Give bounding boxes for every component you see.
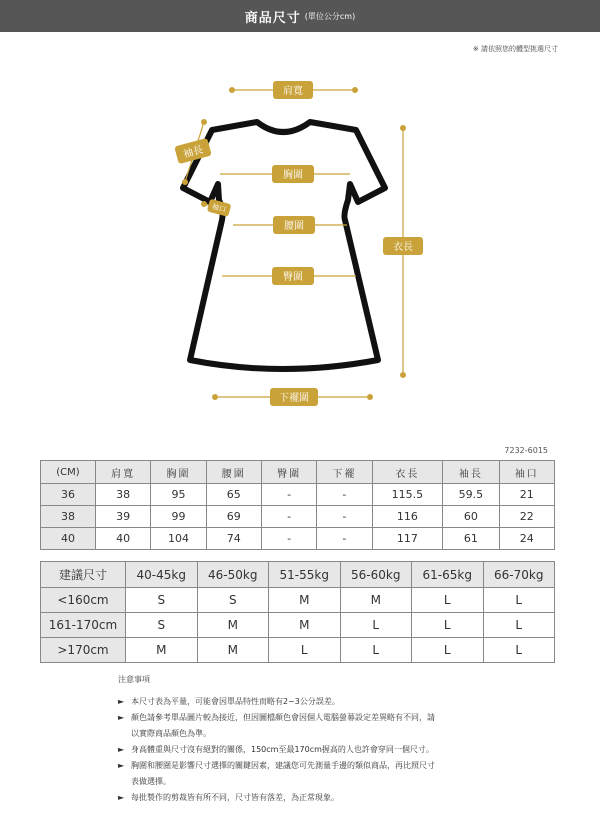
table-cell: 61: [443, 528, 499, 550]
page-title: 商品尺寸: [244, 10, 301, 26]
hem-text: 下襬圍: [279, 393, 309, 404]
arrow-icon: ►: [118, 713, 125, 722]
hip-text: 臀圍: [283, 272, 303, 283]
size-table-header-row: [41, 461, 555, 484]
dress-measurement-diagram: [0, 60, 600, 420]
table-cell: 40: [96, 528, 151, 550]
arrow-icon: ►: [118, 745, 125, 754]
table-cell: 117: [372, 528, 443, 550]
table-cell: 38: [96, 484, 151, 506]
table-cell: 95: [151, 484, 206, 506]
note-text: 本尺寸表為平量，可能會因單品特性而略有2~3公分誤差。: [131, 697, 340, 706]
table-cell: 24: [499, 528, 554, 550]
size-col-length: 衣長: [372, 461, 443, 484]
table-cell: <160cm: [41, 588, 126, 613]
recommend-col-w3: 51-55kg: [269, 562, 341, 588]
size-selection-note: ※ 請依照您的體型挑選尺寸: [472, 45, 558, 53]
shoulder-text: 肩寬: [283, 86, 303, 97]
size-col-sleeve: 袖長: [443, 461, 499, 484]
table-cell: 36: [41, 484, 96, 506]
list-item: [118, 694, 435, 710]
list-item: [118, 742, 435, 758]
table-cell: S: [126, 588, 198, 613]
table-cell: -: [261, 528, 316, 550]
arrow-icon: ►: [118, 793, 125, 802]
dress-outline: [183, 122, 385, 369]
notes-section: [118, 672, 435, 806]
table-cell: 21: [499, 484, 554, 506]
cuff-text: 袖口: [211, 202, 227, 214]
sleeve-length-text: 袖長: [182, 144, 205, 161]
size-col-chest: 胸圍: [151, 461, 206, 484]
recommend-col-w4: 56-60kg: [340, 562, 412, 588]
table-cell: -: [317, 484, 372, 506]
page-header: [0, 0, 600, 32]
note-text: 身高體重與尺寸沒有絕對的關係，150cm至最170cm握高的人也許會穿同一個尺寸。: [131, 745, 434, 754]
table-cell: L: [340, 638, 412, 663]
size-col-unit: (CM): [41, 461, 96, 484]
table-row: [41, 528, 555, 550]
note-text: 胸圍和腰圍是影響尺寸選擇的關鍵因素，建議您可先測量手邊的類似商品，再比照尺寸: [131, 761, 435, 770]
table-cell: -: [317, 506, 372, 528]
table-cell: 38: [41, 506, 96, 528]
recommend-col-w1: 40-45kg: [126, 562, 198, 588]
note-text: 顏色請參考單品圖片較為接近，但因圖檔顏色會因個人電腦螢幕設定差異略有不同，請: [131, 713, 435, 722]
table-cell: M: [197, 613, 269, 638]
table-cell: 40: [41, 528, 96, 550]
size-col-hem: 下襬: [317, 461, 372, 484]
arrow-icon: ►: [118, 761, 125, 770]
table-cell: -: [261, 506, 316, 528]
table-cell: 74: [206, 528, 261, 550]
table-cell: 161-170cm: [41, 613, 126, 638]
size-col-waist: 腰圍: [206, 461, 261, 484]
table-row: [41, 613, 555, 638]
table-cell: 39: [96, 506, 151, 528]
table-cell: M: [197, 638, 269, 663]
table-cell: -: [261, 484, 316, 506]
table-cell: M: [126, 638, 198, 663]
list-item: [118, 710, 435, 726]
unit-label: (單位公分cm): [304, 11, 356, 21]
recommend-col-w2: 46-50kg: [197, 562, 269, 588]
chest-text: 胸圍: [283, 170, 303, 181]
note-text: 每批製作的剪裁皆有所不同，尺寸皆有落差，為正常現象。: [131, 793, 339, 802]
length-text: 衣長: [393, 242, 413, 253]
recommend-col-w6: 66-70kg: [483, 562, 555, 588]
table-cell: >170cm: [41, 638, 126, 663]
table-cell: S: [197, 588, 269, 613]
table-cell: 59.5: [443, 484, 499, 506]
table-cell: L: [483, 638, 555, 663]
table-cell: L: [340, 613, 412, 638]
table-cell: L: [269, 638, 341, 663]
recommend-col-size: 建議尺寸: [41, 562, 126, 588]
table-row: [41, 588, 555, 613]
size-col-hip: 臀圍: [261, 461, 316, 484]
table-cell: L: [412, 588, 484, 613]
table-cell: 65: [206, 484, 261, 506]
note-continuation: 表做選擇。: [131, 777, 171, 786]
list-item: [118, 758, 435, 774]
table-cell: S: [126, 613, 198, 638]
table-cell: 104: [151, 528, 206, 550]
table-cell: M: [269, 613, 341, 638]
arrow-icon: ►: [118, 697, 125, 706]
table-cell: L: [483, 613, 555, 638]
notes-title: 注意事項: [118, 675, 150, 684]
table-cell: M: [269, 588, 341, 613]
recommend-table: [40, 561, 555, 663]
table-cell: L: [483, 588, 555, 613]
list-item: [118, 790, 435, 806]
table-cell: 115.5: [372, 484, 443, 506]
table-cell: 116: [372, 506, 443, 528]
table-row: [41, 506, 555, 528]
table-cell: 22: [499, 506, 554, 528]
note-continuation: 以實際商品顏色為準。: [131, 729, 211, 738]
size-col-shoulder: 肩寬: [96, 461, 151, 484]
recommend-header-row: [41, 562, 555, 588]
table-cell: 99: [151, 506, 206, 528]
table-cell: 60: [443, 506, 499, 528]
waist-text: 腰圍: [284, 221, 304, 232]
size-col-cuff: 袖口: [499, 461, 554, 484]
table-cell: -: [317, 528, 372, 550]
table-cell: L: [412, 638, 484, 663]
table-cell: M: [340, 588, 412, 613]
table-row: [41, 638, 555, 663]
product-code: 7232-6015: [504, 446, 548, 455]
table-cell: 69: [206, 506, 261, 528]
table-row: [41, 484, 555, 506]
recommend-col-w5: 61-65kg: [412, 562, 484, 588]
table-cell: L: [412, 613, 484, 638]
size-table: [40, 460, 555, 550]
